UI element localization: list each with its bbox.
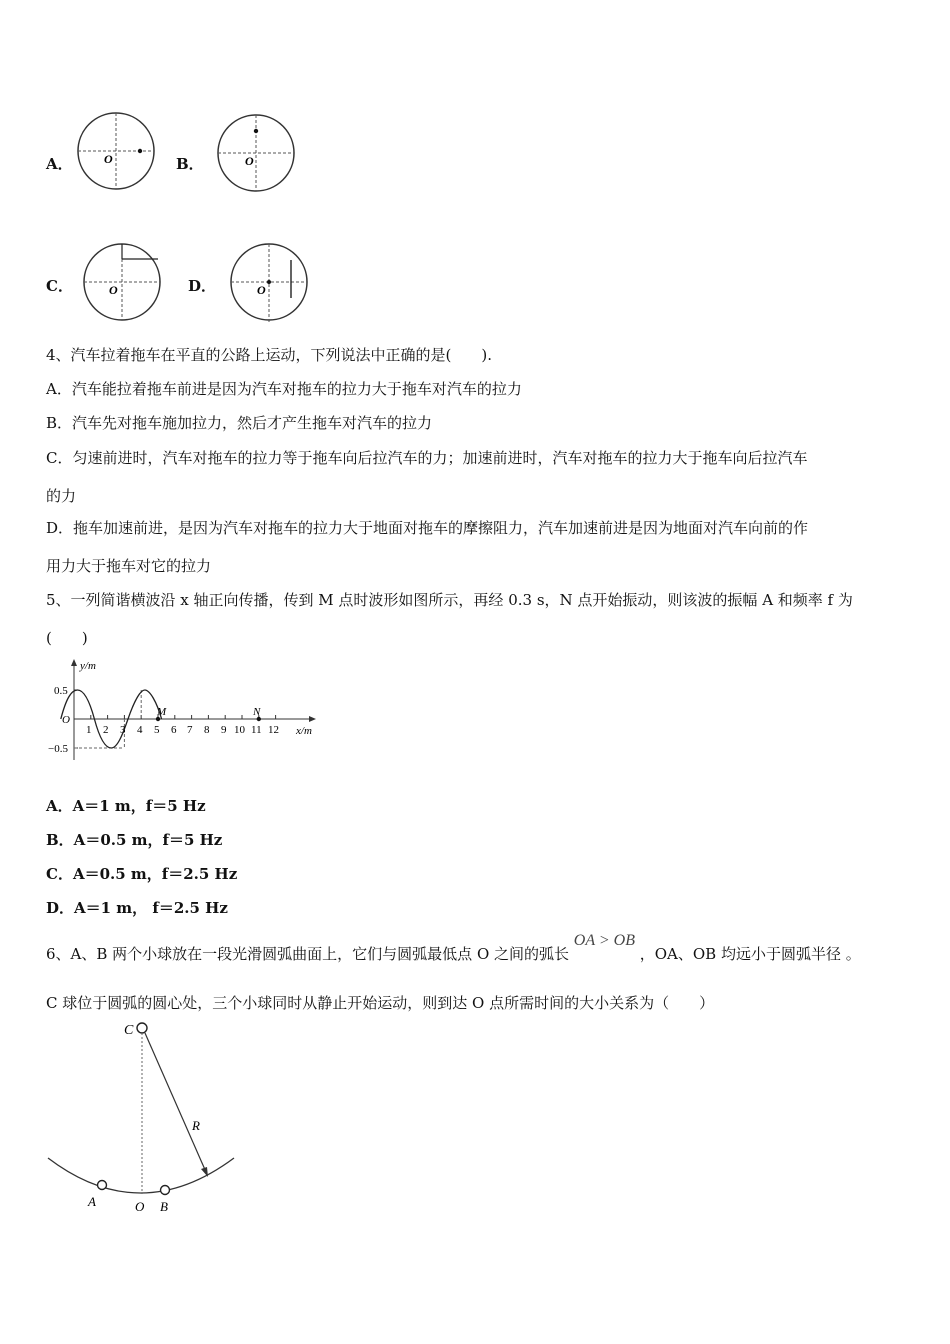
x-tick-7: 7	[187, 724, 193, 736]
arc-figure	[44, 1018, 244, 1218]
point-m-label: M	[157, 706, 167, 718]
option-d-diagram	[229, 242, 311, 326]
q6-stem-line1	[46, 932, 861, 964]
y-pos-label: 0.5	[54, 685, 68, 697]
x-axis-arrow	[309, 716, 316, 722]
x-tick-9: 9	[221, 724, 227, 736]
option-c-label: C．	[46, 277, 73, 295]
q6-stem-post: ，OA、OB 均远小于圆弧半径 。	[639, 945, 861, 963]
x-tick-8: 8	[204, 724, 210, 736]
q4-option-a: A．汽车能拉着拖车前进是因为汽车对拖车的拉力大于拖车对汽车的拉力	[46, 380, 522, 398]
q4-option-d-line2: 用力大于拖车对它的拉力	[46, 557, 212, 575]
label-r: R	[192, 1118, 200, 1133]
q5-stem-line1: 5、一列简谐横波沿 x 轴正向传播，传到 M 点时波形如图所示，再经 0.3 s，N 点开始振动，则该波的振幅 A 和频率 f 为	[46, 591, 853, 609]
label-o: O	[135, 1199, 145, 1214]
y-axis-arrow	[71, 659, 77, 666]
wave-graph	[44, 656, 334, 766]
option-b-diagram	[216, 113, 298, 195]
x-tick-2: 2	[103, 724, 109, 736]
q4-stem: 4、汽车拉着拖车在平直的公路上运动，下列说法中正确的是( ).	[46, 346, 493, 364]
q5-stem-line2: ( )	[46, 629, 88, 647]
option-b-label: B．	[176, 155, 204, 173]
origin-label: O	[104, 152, 113, 166]
q6-inequality: OA > OB	[573, 932, 635, 949]
arc-surface	[48, 1158, 234, 1193]
q4-option-b: B．汽车先对拖车施加拉力，然后才产生拖车对汽车的拉力	[46, 414, 433, 432]
q4-option-d-line1: D．拖车加速前进，是因为汽车对拖车的拉力大于地面对拖车的摩擦阻力，汽车加速前进是因为地面对汽车向前的作	[46, 519, 809, 537]
point-n-label: N	[253, 706, 261, 718]
x-axis-label: x/m	[296, 725, 312, 737]
q5-option-d: D．A＝1 m， f＝2.5 Hz	[46, 899, 228, 917]
origin-label: O	[62, 714, 70, 726]
x-tick-12: 12	[268, 724, 279, 736]
x-tick-6: 6	[171, 724, 177, 736]
option-d-label: D．	[188, 277, 217, 295]
q4-option-c-line1: C．匀速前进时，汽车对拖车的拉力等于拖车向后拉汽车的力；加速前进时，汽车对拖车的拉力大于拖车向后拉汽车	[46, 449, 808, 467]
origin-label: O	[257, 283, 266, 297]
y-neg-label: −0.5	[48, 743, 68, 755]
q5-option-b: B．A＝0.5 m，f＝5 Hz	[46, 831, 223, 849]
label-b: B	[160, 1199, 168, 1214]
option-a-diagram	[76, 111, 158, 193]
ball-c	[137, 1023, 147, 1033]
q4-option-c-line2: 的力	[46, 487, 77, 505]
label-c: C	[124, 1023, 134, 1038]
q5-option-a: A．A＝1 m，f＝5 Hz	[46, 797, 206, 815]
x-tick-3: 3	[120, 724, 126, 736]
radius-line	[145, 1033, 206, 1172]
option-a-label: A．	[46, 155, 73, 173]
x-tick-5: 5	[154, 724, 160, 736]
q5-option-c: C．A＝0.5 m，f＝2.5 Hz	[46, 865, 238, 883]
x-tick-4: 4	[137, 724, 143, 736]
x-tick-11: 11	[251, 724, 262, 736]
y-axis-label: y/m	[80, 660, 96, 672]
q6-stem-line2: C 球位于圆弧的圆心处，三个小球同时从静止开始运动，则到达 O 点所需时间的大小关系为（ ）	[46, 994, 715, 1012]
radius-arrow	[201, 1167, 208, 1177]
option-c-diagram	[82, 242, 164, 324]
label-a: A	[88, 1194, 96, 1209]
q6-stem-pre: 6、A、B 两个小球放在一段光滑圆弧曲面上，它们与圆弧最低点 O 之间的弧长	[46, 945, 570, 963]
ball-b	[161, 1186, 170, 1195]
x-tick-1: 1	[86, 724, 92, 736]
x-tick-10: 10	[234, 724, 245, 736]
ball-a	[98, 1181, 107, 1190]
origin-label: O	[245, 154, 254, 168]
origin-label: O	[109, 283, 118, 297]
